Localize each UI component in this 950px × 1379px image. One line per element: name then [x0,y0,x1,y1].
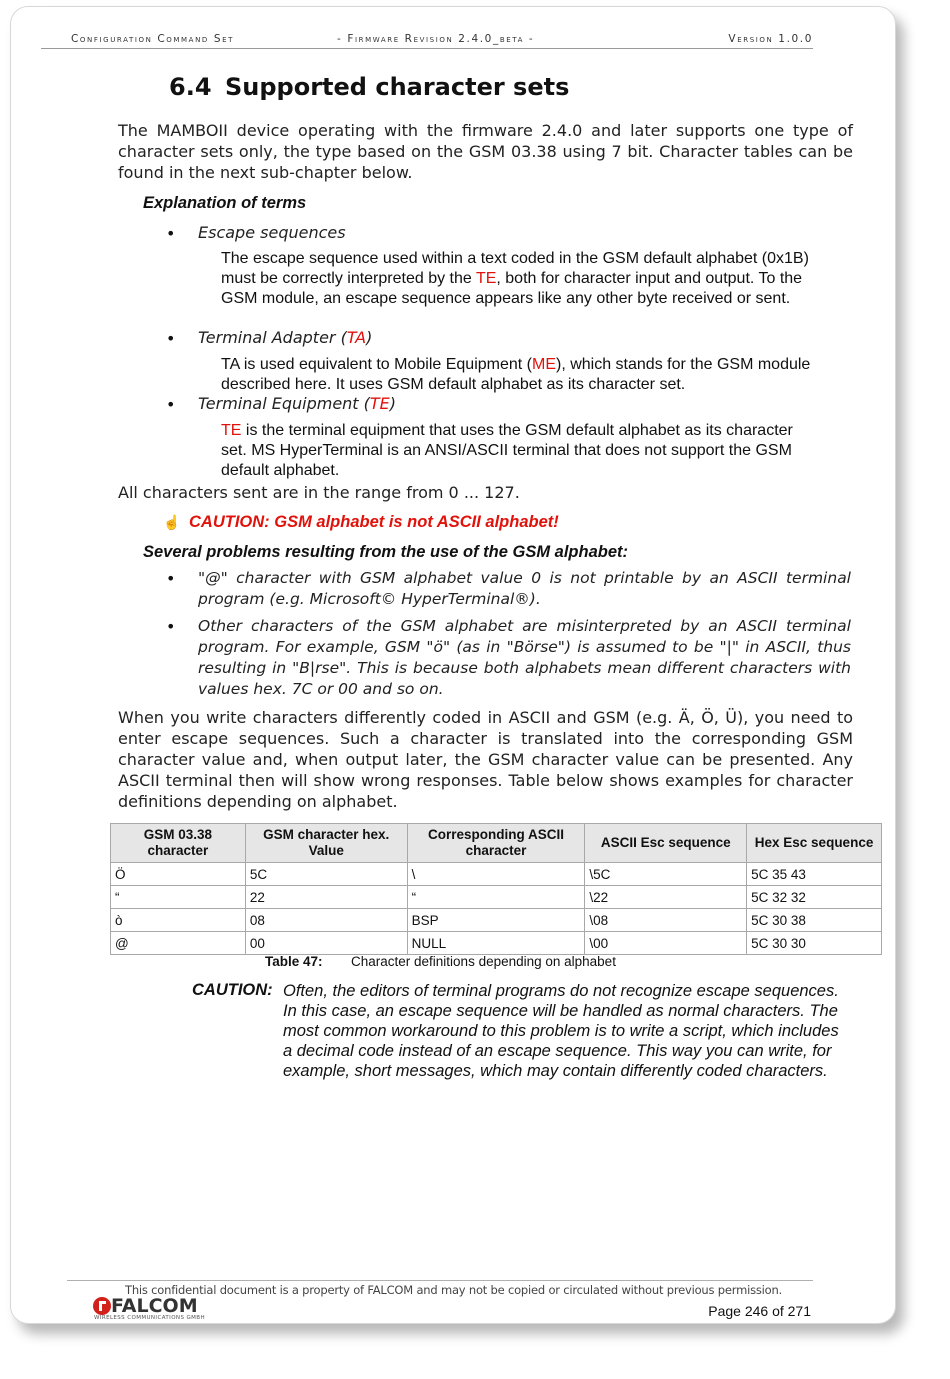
table-cell: NULL [407,932,585,955]
pointing-hand-icon: ☝ [163,514,181,530]
term-ta-text: TA is used equivalent to Mobile Equipment (ME), which stands for the GSM module described here. It uses GSM default alphabet as its character set. [221,356,811,393]
footer-rule [67,1280,813,1281]
problems-heading: Several problems resulting from the use of the GSM alphabet: [143,543,629,561]
confidentiality-notice: This confidential document is a property of FALCOM and may not be copied or circulated without previous permission. [125,1283,783,1297]
table-cell: 5C 30 38 [747,909,882,932]
table-row [111,932,882,955]
table-cell: 08 [245,909,407,932]
table-caption [265,954,616,969]
problem-item: Other characters of the GSM alphabet are misinterpreted by an ASCII terminal program. For example, GSM "ö" (as in "Börse") is assumed to be "|" in ASCII, thus resulting in "B|rse". This is because both alphabets mean different characters with values hex. 7C or 00 and so on. [198,617,851,698]
section-title: Supported character sets [225,73,570,101]
bullet-dot: • [166,569,176,588]
bullet-dot: • [166,224,176,243]
table-cell: 22 [245,886,407,909]
section-number: 6.4 [169,73,212,101]
terms-heading: Explanation of terms [143,194,307,212]
running-header [71,33,813,49]
table-row [111,886,882,909]
caution-label: CAUTION: [192,981,273,999]
column-header: GSM character hex. Value [245,824,407,863]
range-line: All characters sent are in the range from 0 ... 127. [118,483,520,502]
falcom-logo-mark-icon [93,1297,111,1315]
logo-wordmark: FALCOM [111,1295,198,1317]
bullet-dot: • [166,329,176,348]
caution-note [163,513,559,532]
table-cell: 5C 32 32 [747,886,882,909]
column-header: Hex Esc sequence [747,824,882,863]
table-cell: @ [111,932,246,955]
bullet-dot: • [166,617,176,636]
header-rule [41,48,813,49]
problem-item: "@" character with GSM alphabet value 0 is not printable by an ASCII terminal program (e.g. Microsoft© HyperTerminal®). [198,569,851,608]
table-cell: \22 [585,886,747,909]
header-center: - Firmware Revision 2.4.0_beta - [337,33,535,45]
document-page [10,6,896,1324]
term-te-title: Terminal Equipment (TE) [198,394,397,413]
table-row [111,863,882,886]
bullet-dot: • [166,395,176,414]
term-escape-title: Escape sequences [198,223,346,242]
table-cell: \ [407,863,585,886]
table-cell: ò [111,909,246,932]
table-cell: Ö [111,863,246,886]
table-caption-label: Table 47: [265,954,323,969]
table-cell: “ [111,886,246,909]
table-cell: 5C [245,863,407,886]
escape-paragraph: When you write characters differently coded in ASCII and GSM (e.g. Ä, Ö, Ü), you need to enter escape sequences. Such a character is translated into the corresponding GSM character value and, when output later, the GSM character value can be presented. Any ASCII terminal then will show wrong responses. Table below shows examples for character definitions depending on alphabet. [118,708,853,811]
table-cell: \00 [585,932,747,955]
character-table [110,823,882,955]
header-right: Version 1.0.0 [728,33,813,45]
table-cell: 5C 35 43 [747,863,882,886]
table-cell: \08 [585,909,747,932]
caution-text: CAUTION: GSM alphabet is not ASCII alphabet! [189,513,559,531]
header-left: Configuration Command Set [71,33,235,45]
table-cell: \5C [585,863,747,886]
term-escape-text: The escape sequence used within a text coded in the GSM default alphabet (0x1B) must be correctly interpreted by the TE, both for character input and output. To the GSM module, an escape sequence appears like any other byte received or sent. [221,250,809,307]
logo-subtitle: WIRELESS COMMUNICATIONS GMBH [94,1315,206,1321]
table-cell: “ [407,886,585,909]
table-cell: 5C 30 30 [747,932,882,955]
term-te-text: TE is the terminal equipment that uses the GSM default alphabet as its character set. MS HyperTerminal is an ANSI/ASCII terminal that does not support the GSM default alphabet. [221,422,793,479]
column-header: ASCII Esc sequence [585,824,747,863]
page-number: Page 246 of 271 [708,1303,811,1319]
table-caption-text: Character definitions depending on alphabet [351,954,616,969]
falcom-logo [91,1295,211,1325]
column-header: Corresponding ASCII character [407,824,585,863]
table-cell: 00 [245,932,407,955]
section-heading [169,73,569,101]
table-header-row [111,824,882,863]
caution-paragraph: Often, the editors of terminal programs do not recognize escape sequences. In this case, an escape sequence will be handled as normal characters. The most common workaround to this problem is to write a script, which includes a decimal code instead of an escape sequence. This way you can write, for example, short messages, which may contain differently coded characters. [283,982,839,1080]
column-header: GSM 03.38 character [111,824,246,863]
term-ta-title: Terminal Adapter (TA) [198,328,373,347]
intro-paragraph: The MAMBOII device operating with the firmware 2.4.0 and later supports one type of character sets only, the type based on the GSM 03.38 using 7 bit. Character tables can be found in the next sub-chapter below. [118,121,853,182]
table-row [111,909,882,932]
table-cell: BSP [407,909,585,932]
